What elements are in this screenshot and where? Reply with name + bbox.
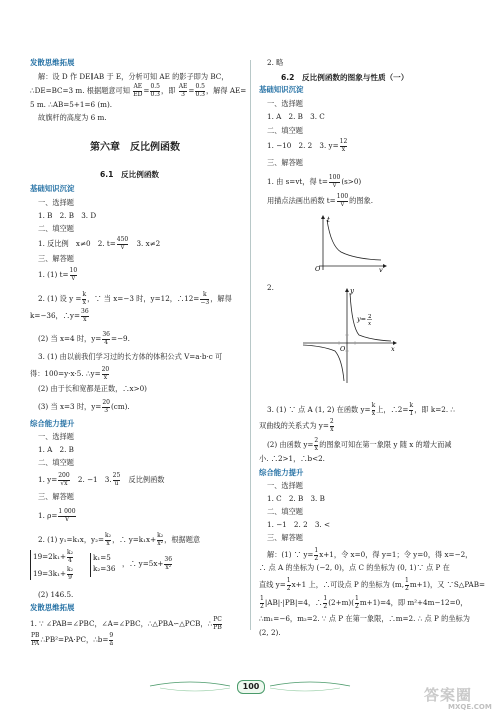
text-line	[259, 596, 467, 610]
text-line: 1. A 2. B 3. C	[267, 112, 325, 121]
text-line	[38, 509, 77, 523]
text-span: 3. x≠2	[129, 239, 161, 248]
frac-den: 1	[409, 409, 414, 417]
frac-den: 0.3	[150, 90, 160, 98]
text-span: ，解得 AE=	[205, 86, 247, 95]
text-line	[30, 633, 114, 647]
fraction	[109, 633, 113, 647]
text-line	[122, 557, 173, 571]
text-line	[267, 175, 361, 189]
text-line	[38, 268, 78, 282]
text-span: 2. (1) y₁=k₁x，y₂=	[38, 535, 105, 544]
text-span: 1. −10 2. 2 3. y=	[267, 141, 339, 150]
text-line	[259, 419, 335, 433]
frac-den: PA	[31, 639, 40, 647]
text-span: x+1 上，∴可设点 P 的坐标为 (m,	[291, 580, 404, 589]
fraction	[314, 548, 318, 562]
fraction	[337, 194, 348, 208]
curve-label-num: 2	[368, 314, 372, 320]
y-axis-arrow	[321, 215, 325, 219]
frac-den: x	[82, 298, 86, 306]
text-span: =−9.	[110, 334, 130, 343]
frac-num: 1	[286, 577, 291, 584]
frac-den: x	[83, 315, 87, 323]
fraction	[133, 84, 142, 98]
text-span: 1. 反比例 x≠0 2. t=	[38, 239, 116, 248]
frac-num: k₂	[67, 549, 74, 556]
text-line	[267, 139, 348, 153]
fraction	[195, 84, 205, 98]
fraction	[164, 557, 172, 571]
frac-den: 2	[260, 602, 264, 610]
axis-label-x: x	[391, 345, 395, 353]
page-number: 100	[237, 680, 265, 694]
text-line: (2) 由于长和宽都是正数，∴x>0)	[38, 384, 147, 393]
frac-num: k₂	[67, 566, 74, 573]
text-span: 解：(1) ∵ y=	[267, 550, 314, 559]
fraction	[81, 309, 89, 323]
fraction	[105, 533, 111, 547]
text-span: k=−36，∴y=	[30, 311, 81, 320]
frac-den: 2	[286, 584, 291, 592]
text-line: 一、选择题	[267, 481, 303, 490]
solution-line: k₁=5	[93, 553, 111, 562]
text-span: 19=2k₁+	[33, 552, 67, 561]
text-span: ，解得	[210, 294, 232, 303]
text-line	[38, 237, 160, 251]
text-span: (s>0)	[341, 177, 362, 186]
text-span: ，∴ y=k₁x+	[112, 535, 157, 544]
frac-den: x²	[165, 563, 172, 571]
frac-num: 36	[102, 331, 110, 338]
frac-num: 1	[260, 595, 264, 602]
text-line	[30, 617, 223, 631]
frac-num: 2	[329, 418, 334, 425]
frac-den: √x	[60, 479, 68, 487]
fraction	[405, 578, 409, 592]
fraction	[329, 175, 340, 189]
text-span: ∴PB²=PA·PC，∴b=	[40, 635, 109, 644]
hyperbola-branch-q3	[303, 345, 344, 381]
text-span: ，∵ 当 x=−3 时，y=12，∴12=	[87, 294, 200, 303]
text-span: 2. −1 3.	[70, 475, 112, 484]
section-heading: 发散思维拓展	[30, 603, 75, 612]
frac-num: 20	[102, 399, 110, 406]
fraction	[150, 84, 160, 98]
text-line: 1. B 2. B 3. D	[38, 211, 97, 220]
text-line: 1. −1 2. 2 3. <	[267, 520, 330, 529]
fraction	[409, 403, 413, 417]
section-heading: 综合能力提升	[259, 468, 304, 477]
fraction	[58, 509, 75, 523]
watermark-logo: 答案圈	[424, 686, 473, 704]
equation-system	[30, 549, 74, 581]
frac-num: AE	[133, 83, 143, 90]
frac-den: x²	[157, 539, 164, 547]
text-line	[38, 533, 200, 547]
frac-num: 1	[314, 547, 319, 554]
text-span: 1. 由 s=vt，得 t=	[267, 177, 328, 186]
text-line: ∴m₁=−6，m₂=2. ∵ 点 P 在第一象限，∴m=2. ∴ 点 P 的坐标为	[259, 614, 470, 623]
frac-den: x	[103, 373, 108, 381]
text-span: (2) 由函数 y=	[267, 440, 314, 449]
axis-label-t: t	[327, 216, 330, 224]
frac-num: k₂	[105, 532, 112, 539]
text-line: (2, 2).	[259, 628, 281, 637]
text-span: 的图象.	[349, 196, 374, 205]
text-span: |AB|·|PB|=4，∴	[264, 598, 323, 607]
frac-num: 20	[101, 366, 110, 373]
text-line: 解：设 D 作 DE∥AB 于 E，分析可知 AE 的影子即为 BC，	[38, 72, 229, 81]
frac-den: 2	[355, 602, 359, 610]
frac-num: 25	[112, 472, 121, 479]
fraction	[82, 292, 86, 306]
frac-num: k	[371, 402, 376, 409]
text-line: 1. C 2. B 3. B	[267, 494, 325, 503]
text-line: 1. A 2. B	[38, 445, 74, 454]
fraction	[179, 84, 188, 98]
text-line: 一、选择题	[38, 198, 74, 207]
text-span: 1. ∵ ∠PAB=∠PBC，∠A=∠PBC，∴△PBA∽△PCB，∴	[30, 619, 213, 628]
section-title: 6.2 反比例函数的图象与性质（一）	[281, 73, 409, 82]
frac-num: 0.5	[150, 83, 160, 90]
text-span: 1. (1) t=	[38, 270, 69, 279]
fraction	[157, 533, 163, 547]
text-line: 二、填空题	[38, 458, 74, 467]
frac-den: 2	[314, 554, 319, 562]
text-line	[38, 473, 164, 487]
fraction	[260, 596, 264, 610]
fraction	[355, 596, 359, 610]
fraction	[117, 237, 128, 251]
graph-inverse-two-branches	[299, 285, 399, 385]
text-line: 三、解答题	[267, 158, 303, 167]
frac-den: −3	[200, 298, 210, 306]
curve-label: y=	[357, 315, 367, 323]
frac-den: ED	[133, 90, 143, 98]
text-line	[267, 438, 452, 452]
frac-num: k	[409, 402, 414, 409]
text-span: (3) 当 x=3 时，y=	[38, 402, 102, 411]
section-heading: 综合能力提升	[30, 419, 75, 428]
text-line: 2.	[267, 283, 274, 292]
frac-num: 100	[328, 174, 341, 181]
origin-label: O	[340, 345, 346, 353]
text-span: ∴DE=BC=3 m. 根据题意可知	[30, 86, 130, 95]
frac-den: PB	[213, 623, 222, 631]
frac-num: 100	[336, 193, 349, 200]
fraction	[287, 578, 291, 592]
text-line	[38, 292, 232, 306]
text-span: 2. (1) 设 y =	[38, 294, 82, 303]
fraction	[213, 617, 222, 631]
text-line	[267, 403, 455, 417]
hyperbola-branch	[327, 220, 381, 260]
text-line: 二、填空题	[267, 507, 303, 516]
frac-num: k	[82, 291, 87, 298]
section-heading: 基础知识沉淀	[259, 85, 304, 94]
text-span: x+1，令 x=0，得 y=1；令 y=0，得 x=−2，	[319, 550, 473, 559]
text-span: 的图象可知在第一象限 y 随 x 的增大而减	[319, 440, 452, 449]
text-span: ，∴ y=5x+	[122, 559, 164, 568]
equation	[33, 567, 74, 581]
frac-num: PC	[213, 616, 222, 623]
frac-num: 36	[164, 556, 173, 563]
axis-label-v: v	[379, 266, 383, 272]
text-line: 二、填空题	[267, 126, 303, 135]
text-span: (2) 当 x=4 时，y=	[38, 334, 102, 343]
text-line: 5 m. ∴AB=5+1=6 (m).	[30, 100, 113, 109]
frac-num: k	[200, 292, 209, 300]
frac-num: 200	[58, 472, 70, 479]
fraction	[31, 633, 39, 647]
frac-den: x	[341, 145, 346, 153]
section-heading: 基础知识沉淀	[30, 184, 75, 193]
text-span: 19=3k₁+	[33, 569, 67, 578]
frac-den: 3	[181, 90, 185, 98]
graph-inverse-first-quadrant	[309, 214, 389, 272]
section-title: 6.1 反比例函数	[100, 170, 160, 179]
fraction	[314, 438, 318, 452]
text-line: ∴DE=BC=3 m. 根据题意可知 $\frac{AE}{ED}$ = $\frac{0.5}{0.3}$ ，即 $\frac{AE}{3}$ = $\frac{0.5}{0.3}$ ，解得 AE=	[30, 83, 247, 98]
text-line	[267, 548, 472, 562]
fraction	[102, 367, 110, 381]
frac-den: 4	[104, 338, 109, 346]
fraction	[70, 268, 78, 282]
fraction	[372, 403, 376, 417]
frac-num: 1	[404, 577, 409, 584]
watermark-url: MXQE.COM	[448, 703, 492, 711]
text-span: m+1)，又 ∵S△PAB=	[409, 580, 485, 589]
frac-num: 1	[323, 595, 328, 602]
frac-den: 9	[68, 573, 72, 581]
frac-den: 2	[323, 602, 328, 610]
text-span: m+1)=4，即 m²+4m−12=0，	[359, 598, 468, 607]
frac-den: V	[64, 515, 70, 523]
fraction	[330, 419, 334, 433]
fraction	[102, 400, 110, 414]
text-line: 三、解答题	[38, 492, 74, 501]
frac-num: 10	[69, 267, 78, 274]
text-span: (2+m)(	[328, 598, 355, 607]
fraction	[102, 332, 110, 346]
fraction	[67, 550, 73, 564]
frac-den: x	[314, 444, 319, 452]
text-line: 一、选择题	[38, 432, 74, 441]
frac-num: 36	[81, 308, 89, 315]
frac-den: x	[371, 409, 376, 417]
equation	[33, 550, 74, 564]
frac-num: k₂	[157, 532, 164, 539]
chapter-title: 第六章 反比例函数	[90, 142, 180, 153]
origin-label: O	[315, 265, 321, 272]
text-line	[30, 309, 90, 323]
frac-num: PB	[31, 632, 40, 639]
text-span: (cm).	[110, 402, 130, 411]
frac-num: 450	[116, 236, 129, 243]
frac-den: v	[340, 200, 345, 208]
y-axis-arrow	[345, 288, 349, 292]
text-line	[30, 367, 110, 381]
frac-den: x	[330, 425, 334, 433]
x-axis-arrow	[383, 264, 387, 268]
frac-num: 9	[109, 632, 114, 639]
text-line	[38, 332, 130, 346]
text-line: 二、填空题	[38, 224, 74, 233]
text-line: 三、解答题	[38, 254, 74, 263]
frac-den: a	[109, 639, 114, 647]
axis-label-y: y	[350, 287, 354, 295]
text-span: 1. ρ=	[38, 511, 58, 520]
text-span: 反比例函数	[121, 475, 165, 484]
text-line	[38, 400, 130, 414]
frac-num: 1 000	[58, 508, 76, 515]
frac-den: 3	[104, 406, 109, 414]
text-line: 三、解答题	[267, 533, 303, 542]
text-line: (2) 146.5.	[38, 590, 74, 599]
fraction	[200, 292, 209, 306]
frac-den: v	[332, 181, 337, 189]
text-span: 得：100=y·x·5. ∴y=	[30, 369, 101, 378]
text-span: ，根据题意	[164, 535, 201, 544]
section-heading: 发散思维拓展	[30, 58, 75, 67]
text-line	[267, 194, 373, 208]
equation-solution	[90, 553, 116, 577]
frac-num: 0.5	[195, 83, 205, 90]
frac-num: 2	[314, 437, 319, 444]
frac-den: u	[114, 479, 119, 487]
frac-den: x	[106, 539, 110, 547]
text-line: 一、选择题	[267, 99, 303, 108]
frac-num: AE	[178, 83, 188, 90]
text-line: 3. (1) 由以前我们学习过的长方体的体积公式 V=a·b·c 可	[38, 352, 223, 361]
text-span: ，即	[161, 86, 176, 95]
text-line: 2. 略	[267, 58, 284, 67]
fraction	[323, 596, 327, 610]
curve-label-den: x	[368, 321, 372, 327]
text-span: 1. y=	[38, 475, 58, 484]
text-span: ，即 k=2. ∴	[414, 405, 455, 414]
text-line: 小. ∴2>1，∴b<2.	[259, 454, 325, 463]
column-divider	[250, 60, 251, 630]
text-line	[259, 578, 485, 592]
fraction	[67, 567, 73, 581]
text-line: 故旗杆的高度为 6 m.	[38, 113, 107, 122]
frac-den: 0.3	[195, 90, 205, 98]
text-span: 直线 y=	[259, 580, 286, 589]
frac-den: v	[120, 243, 125, 251]
text-span: 双曲线的关系式为 y=	[259, 421, 329, 430]
text-span: 3. (1) ∵ 点 A (1, 2) 在函数 y=	[267, 405, 371, 414]
solution-line: k₂=36	[93, 564, 116, 573]
frac-den: v	[71, 274, 76, 282]
frac-den: 4	[68, 556, 72, 564]
fraction	[340, 139, 348, 153]
fraction	[58, 473, 69, 487]
frac-num: 12	[339, 138, 348, 145]
fraction	[113, 473, 121, 487]
frac-den: 2	[404, 584, 409, 592]
text-span: 上，∴2=	[376, 405, 409, 414]
text-span: 用描点法画出函数 t=	[267, 196, 336, 205]
text-line: ∴ 点 A 的坐标为 (−2, 0)，点 C 的坐标为 (0, 1)∵ 点 P 在	[259, 563, 450, 572]
frac-num: 1	[355, 595, 359, 602]
